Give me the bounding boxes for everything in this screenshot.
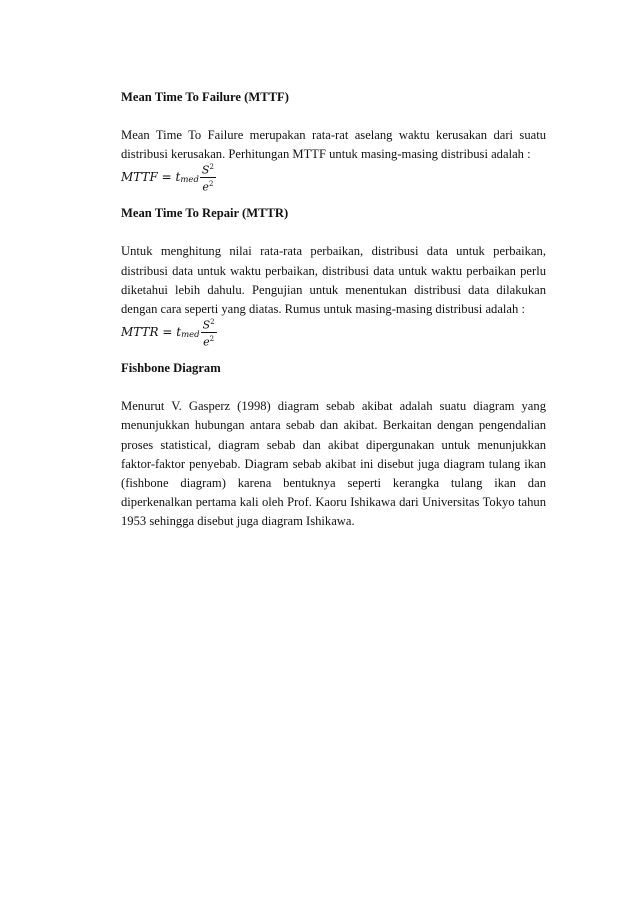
document-page <box>121 88 546 532</box>
mttr-formula-subscript: med <box>181 330 200 341</box>
mttf-heading: Mean Time To Failure (MTTF) <box>121 90 289 104</box>
mttr-paragraph: Untuk menghitung nilai rata-rata perbaikan, distribusi data untuk perbaikan, distribusi data untuk waktu perbaikan, distribusi data untuk waktu perbaikan perlu diketahui lebih dahulu. Pengujian untuk menentukan distribusi data dilakukan dengan cara seperti yang diatas. Rumus untuk masing-masing distribusi adalah : <box>121 244 546 317</box>
mttf-formula-lhs: MTTF = t <box>121 170 181 185</box>
mttf-paragraph: Mean Time To Failure merupakan rata-rat aselang waktu kerusakan dari suatu distribusi kerusakan. Perhitungan MTTF untuk masing-masing distribusi adalah : <box>121 128 546 162</box>
fishbone-paragraph: Menurut V. Gasperz (1998) diagram sebab akibat adalah suatu diagram yang menunjukkan hubungan antara sebab dan akibat. Berkaitan dengan pengendalian proses statistical, diagram sebab dan akibat dipergunakan untuk menunjukkan faktor-faktor penyebab. Diagram sebab akibat ini disebut juga diagram tulang ikan (fishbone diagram) karena bentuknya seperti kerangka tulang ikan dan diperkenalkan pertama kali oleh Prof. Kaoru Ishikawa dari Universitas Tokyo tahun 1953 sehingga disebut juga diagram Ishikawa. <box>121 399 546 529</box>
mttr-formula-numerator: $S^2$ <box>202 318 215 332</box>
mttr-formula-lhs: MTTR = t <box>121 325 182 340</box>
mttr-formula-fraction <box>201 316 217 348</box>
mttf-formula-fraction <box>200 161 216 193</box>
fishbone-heading: Fishbone Diagram <box>121 361 221 376</box>
mttf-formula <box>121 162 546 192</box>
mttf-formula-denominator: $e^2$ <box>202 179 214 194</box>
mttf-formula-numerator: $S^2$ <box>201 163 214 177</box>
mttr-heading: Mean Time To Repair (MTTR) <box>121 206 289 221</box>
mttr-formula <box>121 317 546 347</box>
mttf-formula-subscript: med <box>180 175 199 186</box>
mttr-formula-denominator: $e^2$ <box>203 334 215 349</box>
